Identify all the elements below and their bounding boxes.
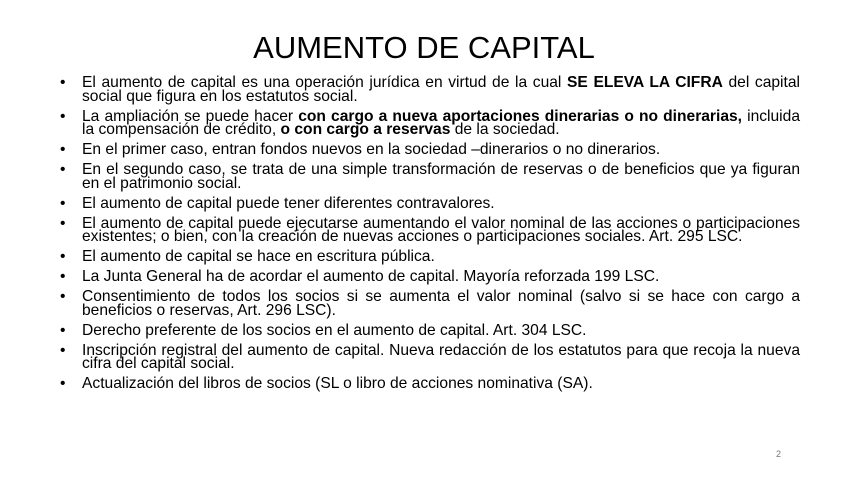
bullet-item [60,321,800,339]
bullet-text: El aumento de capital puede ejecutarse aumentando el valor nominal de las acciones o participaciones existentes; o bien, con la creación de nuevas acciones o participaciones sociales. Art. 295 LSC. [82,214,800,246]
bullet-text: Actualización del libros de socios (SL o libro de acciones nominativa (SA). [82,375,593,393]
bullet-dot-icon: • [60,74,66,91]
bullet-dot-icon: • [60,248,66,266]
bullet-dot-icon: • [60,107,66,125]
bullet-text: Inscripción registral del aumento de capital. Nueva redacción de los estatutos para que recoja la nueva cifra del capital social. [82,341,800,373]
bullet-dot-icon: • [60,161,66,179]
bullet-item [60,194,800,212]
bullet-item [60,290,800,317]
bullet-text: del capital social que figura en los estatutos social. [82,74,800,105]
bullet-item [60,250,800,264]
bullet-item [60,76,800,103]
bullet-text: En el segundo caso, se trata de una simple transformación de reservas o de beneficios que ya figuran en el patrimonio social. [82,161,800,192]
bullet-dot-icon: • [60,268,66,286]
bullet-text: incluida la compensación de crédito, [82,107,800,139]
bullet-list [60,76,800,397]
bullet-item [60,163,800,190]
bullet-item [60,377,800,391]
bullet-dot-icon: • [60,375,66,393]
bullet-text: El aumento de capital se hace en escritura pública. [82,248,435,266]
bullet-text: El aumento de capital puede tener diferentes contravalores. [82,194,495,212]
bullet-text: La Junta General ha de acordar el aumento de capital. Mayoría reforzada 199 LSC. [82,268,660,286]
slide-title: AUMENTO DE CAPITAL [253,30,595,65]
bullet-item [60,270,800,284]
bullet-text: El aumento de capital es una operación jurídica en virtud de la cual [82,74,568,91]
bullet-item [60,107,800,139]
bullet-text-bold: o con cargo a reservas [280,121,451,139]
bullet-text-bold: SE ELEVA LA CIFRA [567,74,723,91]
page-number: 2 [776,449,782,459]
bullet-item [60,143,800,157]
bullet-dot-icon: • [60,341,66,359]
bullet-text: Derecho preferente de los socios en el aumento de capital. Art. 304 LSC. [82,321,587,339]
bullet-item [60,341,800,373]
bullet-text-bold: con cargo a nueva aportaciones dinerarias o no dinerarias, [298,107,743,125]
bullet-dot-icon: • [60,141,66,159]
bullet-text: de la sociedad. [450,121,560,139]
bullet-dot-icon: • [60,214,66,232]
bullet-text: En el primer caso, entran fondos nuevos en la sociedad –dinerarios o no dinerarios. [82,141,661,159]
bullet-text: La ampliación se puede hacer [82,107,299,125]
bullet-text: Consentimiento de todos los socios si se aumenta el valor nominal (salvo si se hace con cargo a beneficios o reservas, Art. 296 LSC). [82,288,800,319]
bullet-dot-icon: • [60,288,66,306]
bullet-item [60,214,800,246]
bullet-dot-icon: • [60,194,66,212]
bullet-dot-icon: • [60,321,66,339]
